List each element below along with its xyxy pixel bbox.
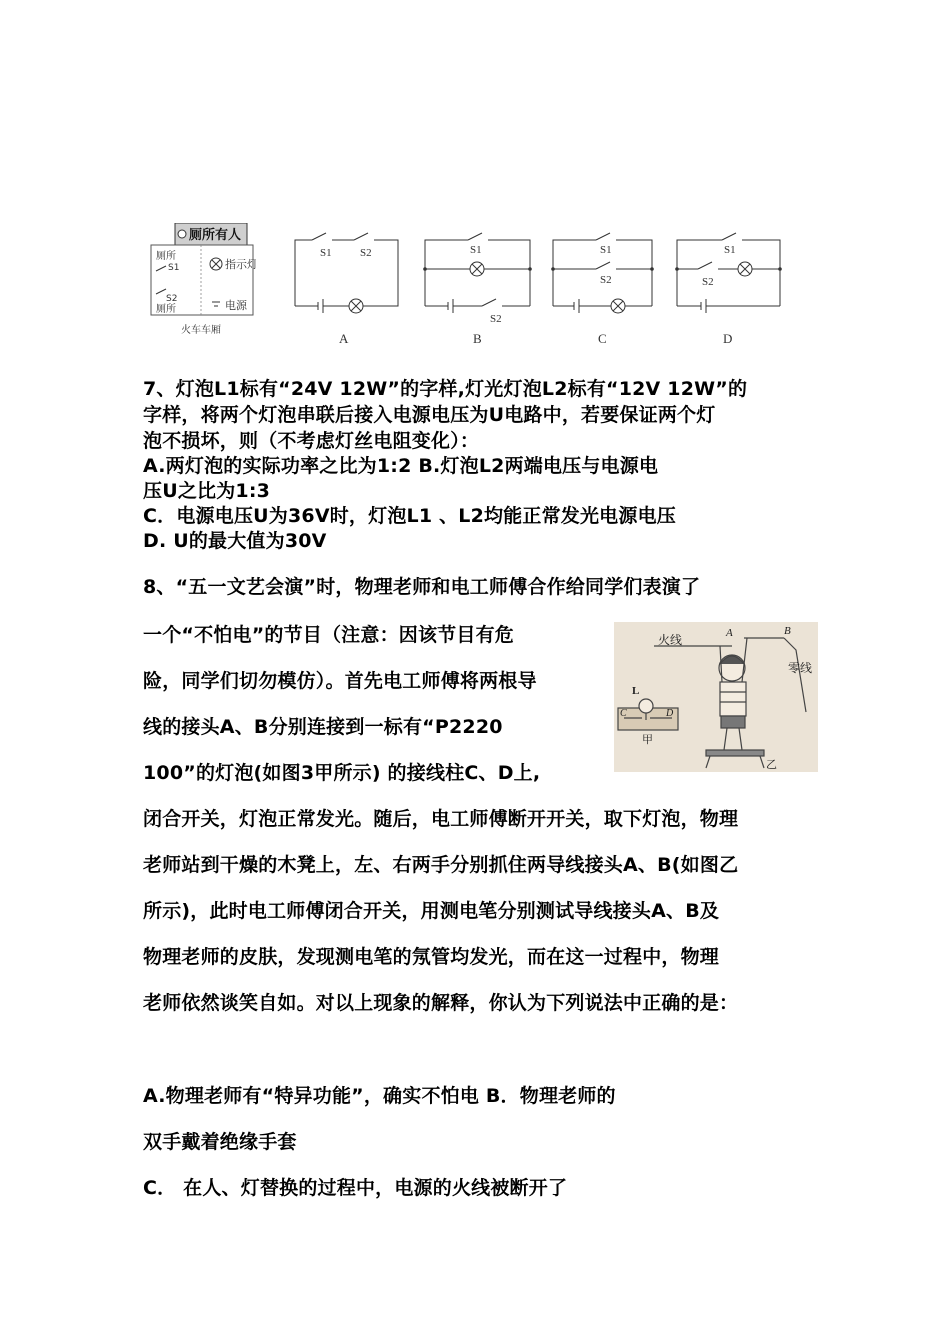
q7-option-d: D. U的最大值为30V bbox=[143, 530, 327, 552]
s1-label: S1 bbox=[168, 263, 180, 273]
q7-line-2: 字样，将两个灯泡串联后接入电源电压为U电路中，若要保证两个灯 bbox=[143, 404, 716, 426]
q7-line-1: 7、灯泡L1标有“24V 12W”的字样,灯光灯泡L2标有“12V 12W”的 bbox=[143, 378, 748, 400]
circuit-label-a: A bbox=[339, 331, 349, 346]
q8-line-6: 闭合开关，灯泡正常发光。随后，电工师傅断开开关，取下灯泡，物理 bbox=[143, 808, 739, 830]
figure-yi-label: 乙 bbox=[766, 758, 777, 771]
circuit-c-svg bbox=[548, 228, 663, 318]
railcar-caption: 火车车厢 bbox=[181, 325, 221, 336]
live-wire-label: 火线 bbox=[658, 633, 683, 647]
terminal-d-label: D bbox=[666, 708, 674, 719]
q8-line-9: 物理老师的皮肤，发现测电笔的氖管均发光，而在这一过程中，物理 bbox=[143, 946, 720, 968]
neutral-wire-label: 零线 bbox=[788, 661, 813, 675]
circuit-b-svg bbox=[420, 228, 535, 328]
circuit-a-s1: S1 bbox=[320, 247, 332, 259]
q8-option-c: C． 在人、灯替换的过程中，电源的火线被断开了 bbox=[143, 1177, 568, 1199]
q8-line-2: 一个“不怕电”的节目（注意：因该节目有危 bbox=[143, 624, 514, 646]
q8-option-b-cont: 双手戴着绝缘手套 bbox=[143, 1131, 297, 1153]
q8-line-7: 老师站到干燥的木凳上，左、右两手分别抓住两导线接头A、B(如图乙 bbox=[143, 854, 739, 876]
q7-line-3: 泡不损坏，则（不考虑灯丝电阻变化）： bbox=[143, 430, 480, 452]
terminal-b-label: B bbox=[784, 625, 791, 637]
circuit-d-s1: S1 bbox=[724, 244, 736, 256]
circuit-label-b: B bbox=[473, 331, 482, 346]
q8-line-4: 线的接头A、B分别连接到一标有“P2220 bbox=[143, 716, 503, 738]
teacher-figure-svg bbox=[614, 622, 818, 772]
terminal-c-label: C bbox=[620, 708, 627, 719]
circuit-d-svg bbox=[672, 228, 787, 318]
circuit-a-s2: S2 bbox=[360, 247, 372, 259]
circuit-b-s2: S2 bbox=[490, 313, 502, 325]
circuit-d-s2: S2 bbox=[702, 276, 714, 288]
circuit-label-c: C bbox=[598, 331, 607, 346]
railcar-svg bbox=[148, 223, 256, 338]
circuit-b-s1: S1 bbox=[470, 244, 482, 256]
circuit-a-svg bbox=[290, 228, 405, 318]
teacher-figure bbox=[614, 622, 818, 772]
toilet2-label: 厕所 bbox=[156, 304, 176, 315]
circuit-c-s2: S2 bbox=[600, 274, 612, 286]
circuit-b bbox=[420, 228, 535, 328]
s2-label: S2 bbox=[166, 294, 178, 304]
q8-line-1: 8、“五一文艺会演”时，物理老师和电工师傅合作给同学们表演了 bbox=[143, 576, 701, 598]
railcar-diagram bbox=[148, 223, 256, 338]
q8-line-8: 所示)，此时电工师傅闭合开关，用测电笔分别测试导线接头A、B及 bbox=[143, 900, 720, 922]
circuit-c bbox=[548, 228, 663, 318]
circuit-d bbox=[672, 228, 787, 318]
q8-line-5: 100”的灯泡(如图3甲所示) 的接线柱C、D上, bbox=[143, 762, 541, 784]
q7-option-c: C．电源电压U为36V时，灯泡L1 、L2均能正常发光电源电压 bbox=[143, 505, 676, 527]
circuit-a bbox=[290, 228, 405, 318]
sign-text: 厕所有人 bbox=[189, 228, 242, 243]
lamp-label: 指示灯 bbox=[225, 258, 256, 271]
q7-option-b-cont: 压U之比为1:3 bbox=[143, 480, 271, 502]
source-label: 电源 bbox=[225, 299, 247, 312]
q8-line-10: 老师依然谈笑自如。对以上现象的解释，你认为下列说法中正确的是： bbox=[143, 992, 739, 1014]
circuit-c-s1: S1 bbox=[600, 244, 612, 256]
bulb-l-label: L bbox=[632, 685, 640, 697]
toilet1-label: 厕所 bbox=[156, 251, 176, 262]
figure-jia-label: 甲 bbox=[642, 733, 653, 746]
terminal-a-label: A bbox=[726, 627, 733, 639]
q7-option-a-b: A.两灯泡的实际功率之比为1:2 B.灯泡L2两端电压与电源电 bbox=[143, 455, 659, 477]
circuit-label-d: D bbox=[723, 331, 733, 346]
q8-option-a-b: A.物理老师有“特异功能”，确实不怕电 B．物理老师的 bbox=[143, 1085, 616, 1107]
q8-line-3: 险，同学们切勿模仿）。首先电工师傅将两根导 bbox=[143, 670, 537, 692]
